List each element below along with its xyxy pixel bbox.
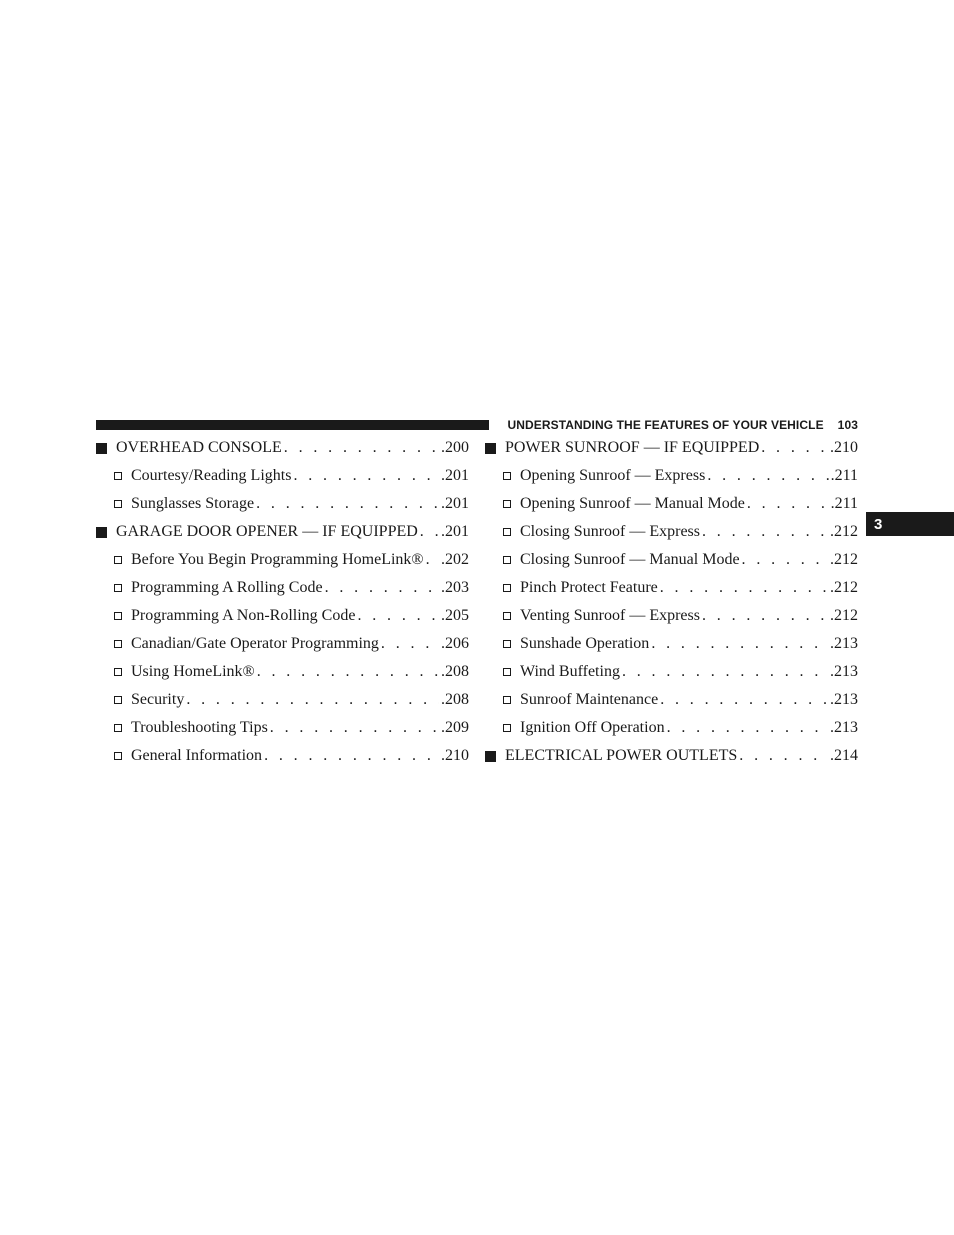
- toc-subsection-entry[interactable]: [485, 490, 858, 518]
- toc-entry-title: Closing Sunroof — Express: [520, 523, 700, 540]
- toc-entry-title: GARAGE DOOR OPENER — IF EQUIPPED: [116, 523, 418, 540]
- toc-entry-page: .201: [441, 495, 469, 512]
- dot-leader: [270, 719, 439, 737]
- toc-entry-title: Ignition Off Operation: [520, 719, 665, 736]
- toc-entry-page: .208: [441, 691, 469, 708]
- hollow-square-bullet-icon: [503, 472, 511, 480]
- dot-leader: [702, 523, 828, 541]
- hollow-square-bullet-icon: [503, 556, 511, 564]
- filled-square-bullet-icon: [485, 751, 496, 762]
- toc-entry-page: .210: [830, 439, 858, 456]
- header-rule: [96, 420, 489, 430]
- toc-subsection-entry[interactable]: [96, 602, 469, 630]
- toc-entry-title: Sunroof Maintenance: [520, 691, 659, 708]
- toc-subsection-entry[interactable]: [485, 546, 858, 574]
- toc-entry-page: .212: [830, 523, 858, 540]
- hollow-square-bullet-icon: [503, 696, 511, 704]
- toc-section-entry[interactable]: [96, 518, 469, 546]
- dot-leader: [256, 495, 439, 513]
- toc-subsection-entry[interactable]: [485, 518, 858, 546]
- toc-entry-title: Security: [131, 691, 185, 708]
- toc-subsection-entry[interactable]: [96, 658, 469, 686]
- dot-leader: [707, 467, 828, 485]
- filled-square-bullet-icon: [485, 443, 496, 454]
- toc-subsection-entry[interactable]: [485, 714, 858, 742]
- toc-subsection-entry[interactable]: [485, 602, 858, 630]
- chapter-tab: [866, 512, 954, 536]
- dot-leader: [667, 719, 828, 737]
- toc-entry-page: .208: [441, 663, 469, 680]
- hollow-square-bullet-icon: [114, 584, 122, 592]
- toc-entry-page: .212: [830, 607, 858, 624]
- hollow-square-bullet-icon: [114, 696, 122, 704]
- toc-entry-page: .202: [441, 551, 469, 568]
- toc-entry-title: OVERHEAD CONSOLE: [116, 439, 282, 456]
- dot-leader: [761, 439, 828, 457]
- toc-entry-page: .213: [830, 719, 858, 736]
- dot-leader: [651, 635, 828, 653]
- toc-entry-page: .205: [441, 607, 469, 624]
- dot-leader: [660, 691, 828, 709]
- hollow-square-bullet-icon: [503, 612, 511, 620]
- hollow-square-bullet-icon: [114, 500, 122, 508]
- toc-subsection-entry[interactable]: [96, 742, 469, 770]
- toc-subsection-entry[interactable]: [485, 686, 858, 714]
- chapter-number: 3: [874, 515, 883, 533]
- toc-section-entry[interactable]: [485, 742, 858, 770]
- dot-leader: [622, 663, 828, 681]
- toc-section-entry[interactable]: [96, 434, 469, 462]
- hollow-square-bullet-icon: [114, 472, 122, 480]
- toc-entry-page: .213: [830, 691, 858, 708]
- hollow-square-bullet-icon: [503, 500, 511, 508]
- hollow-square-bullet-icon: [114, 668, 122, 676]
- dot-leader: [420, 523, 439, 541]
- toc-entry-page: .213: [830, 635, 858, 652]
- filled-square-bullet-icon: [96, 443, 107, 454]
- hollow-square-bullet-icon: [503, 668, 511, 676]
- toc-entry-page: .213: [830, 663, 858, 680]
- toc-entry-title: Pinch Protect Feature: [520, 579, 658, 596]
- toc-entry-title: Venting Sunroof — Express: [520, 607, 700, 624]
- toc-subsection-entry[interactable]: [96, 574, 469, 602]
- dot-leader: [702, 607, 828, 625]
- toc-entry-page: .206: [441, 635, 469, 652]
- hollow-square-bullet-icon: [114, 556, 122, 564]
- dot-leader: [186, 691, 439, 709]
- dot-leader: [747, 495, 829, 513]
- dot-leader: [742, 551, 828, 569]
- toc-subsection-entry[interactable]: [96, 462, 469, 490]
- toc-subsection-entry[interactable]: [485, 630, 858, 658]
- toc-entry-title: ELECTRICAL POWER OUTLETS: [505, 747, 738, 764]
- toc-entry-page: .201: [441, 467, 469, 484]
- toc-entry-title: Canadian/Gate Operator Programming: [131, 635, 379, 652]
- dot-leader: [660, 579, 828, 597]
- toc-entry-page: .211: [830, 467, 858, 484]
- toc-subsection-entry[interactable]: [96, 490, 469, 518]
- toc-entry-title: POWER SUNROOF — IF EQUIPPED: [505, 439, 760, 456]
- toc-entry-page: .210: [441, 747, 469, 764]
- toc-entry-title: Wind Buffeting: [520, 663, 620, 680]
- toc-subsection-entry[interactable]: [485, 574, 858, 602]
- toc-entry-page: .200: [441, 439, 469, 456]
- toc-subsection-entry[interactable]: [485, 462, 858, 490]
- dot-leader: [325, 579, 439, 597]
- toc-entry-title: Courtesy/Reading Lights: [131, 467, 292, 484]
- toc-entry-page: .212: [830, 551, 858, 568]
- toc-entry-title: Programming A Rolling Code: [131, 579, 323, 596]
- toc-entry-title: Before You Begin Programming HomeLink®: [131, 551, 424, 568]
- toc-entry-title: Opening Sunroof — Manual Mode: [520, 495, 745, 512]
- hollow-square-bullet-icon: [114, 640, 122, 648]
- dot-leader: [284, 439, 439, 457]
- hollow-square-bullet-icon: [503, 528, 511, 536]
- toc-entry-title: General Information: [131, 747, 263, 764]
- toc-entry-page: .211: [830, 495, 858, 512]
- toc-subsection-entry[interactable]: [96, 714, 469, 742]
- dot-leader: [257, 663, 439, 681]
- toc-subsection-entry[interactable]: [96, 546, 469, 574]
- toc-subsection-entry[interactable]: [96, 686, 469, 714]
- section-title: UNDERSTANDING THE FEATURES OF YOUR VEHICLE: [507, 418, 824, 432]
- dot-leader: [381, 635, 439, 653]
- dot-leader: [426, 551, 439, 569]
- hollow-square-bullet-icon: [503, 640, 511, 648]
- hollow-square-bullet-icon: [114, 752, 122, 760]
- dot-leader: [264, 747, 439, 765]
- toc-entry-title: Programming A Non-Rolling Code: [131, 607, 356, 624]
- toc-column-right: [485, 434, 858, 770]
- dot-leader: [357, 607, 439, 625]
- hollow-square-bullet-icon: [114, 612, 122, 620]
- toc-entry-title: Sunglasses Storage: [131, 495, 255, 512]
- toc-section-entry[interactable]: [485, 434, 858, 462]
- toc-entry-page: .201: [441, 523, 469, 540]
- hollow-square-bullet-icon: [503, 724, 511, 732]
- toc-entry-page: .203: [441, 579, 469, 596]
- toc-entry-title: Troubleshooting Tips: [131, 719, 268, 736]
- running-header: [498, 417, 858, 433]
- toc-column-left: [96, 434, 469, 770]
- toc-entry-page: .212: [830, 579, 858, 596]
- dot-leader: [739, 747, 828, 765]
- hollow-square-bullet-icon: [503, 584, 511, 592]
- hollow-square-bullet-icon: [114, 724, 122, 732]
- toc-entry-title: Using HomeLink®: [131, 663, 255, 680]
- dot-leader: [293, 467, 439, 485]
- toc-entry-page: .209: [441, 719, 469, 736]
- toc-subsection-entry[interactable]: [485, 658, 858, 686]
- toc-entry-title: Sunshade Operation: [520, 635, 650, 652]
- toc-entry-title: Opening Sunroof — Express: [520, 467, 706, 484]
- page-number: 103: [837, 418, 858, 432]
- toc-entry-title: Closing Sunroof — Manual Mode: [520, 551, 740, 568]
- toc-entry-page: .214: [830, 747, 858, 764]
- toc-subsection-entry[interactable]: [96, 630, 469, 658]
- filled-square-bullet-icon: [96, 527, 107, 538]
